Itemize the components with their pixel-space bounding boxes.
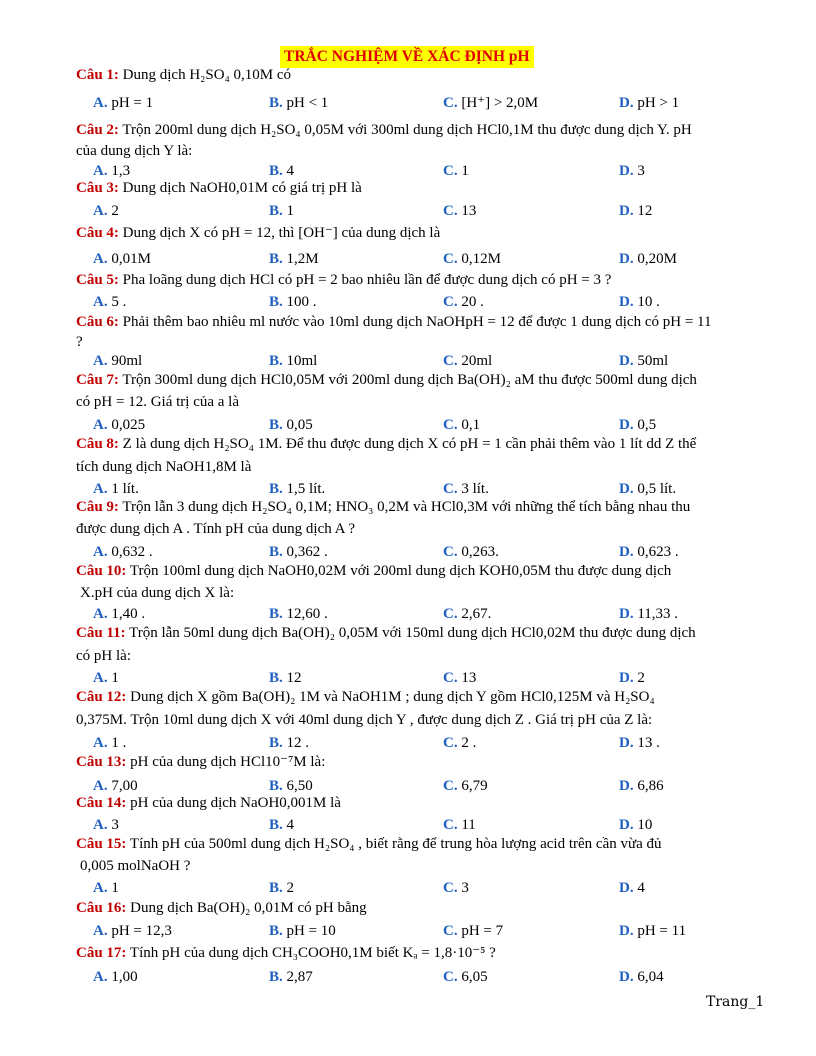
answer-option [93, 480, 139, 499]
option-text: 0,025 [111, 417, 146, 433]
question-text-line [76, 179, 766, 198]
question-text-line [76, 393, 766, 412]
answer-option [269, 879, 294, 898]
option-text: 3 [461, 880, 469, 896]
answer-option [443, 879, 469, 898]
question-text-line [76, 333, 766, 352]
option-text: [H⁺] > 2,0M [461, 95, 539, 111]
option-letter: C. [443, 481, 458, 497]
option-letter: C. [443, 294, 458, 310]
answer-option [619, 352, 668, 371]
question-label: Câu 10: [76, 563, 127, 579]
option-text: pH > 1 [637, 95, 680, 111]
answer-option [93, 416, 145, 435]
option-letter: C. [443, 353, 458, 369]
answer-option [269, 293, 317, 312]
option-letter: A. [93, 294, 108, 310]
answer-option [269, 250, 319, 269]
option-text: 0,20M [637, 251, 677, 267]
answer-option [619, 922, 686, 941]
option-text: 12 . [286, 735, 310, 751]
option-letter: B. [269, 294, 283, 310]
question-text: 0,375M. Trộn 10ml dung dịch X với 40ml dung dịch Y , được dung dịch Z . Giá trị pH của Z là: [76, 712, 653, 728]
option-text: pH = 11 [637, 923, 687, 939]
answer-option [269, 968, 313, 987]
answer-option [269, 416, 313, 435]
option-text: 1,40 . [111, 606, 146, 622]
option-text: 3 [637, 163, 645, 179]
option-text: 1 . [111, 735, 127, 751]
option-text: pH = 7 [461, 923, 504, 939]
question-label: Câu 5: [76, 272, 119, 288]
option-text: 1 lít. [111, 481, 139, 497]
answer-option [269, 669, 302, 688]
question-label: Câu 13: [76, 754, 127, 770]
option-letter: D. [619, 481, 634, 497]
option-letter: A. [93, 969, 108, 985]
question-label: Câu 1: [76, 67, 119, 83]
option-text: 10 . [637, 294, 660, 310]
answer-option [93, 605, 145, 624]
answer-option [619, 879, 645, 898]
option-letter: B. [269, 778, 283, 794]
question-label: Câu 6: [76, 314, 119, 330]
option-text: 90ml [111, 353, 143, 369]
option-letter: B. [269, 203, 283, 219]
option-text: 4 [637, 880, 645, 896]
question-text-line [76, 944, 766, 963]
option-text: 1,2M [286, 251, 319, 267]
option-letter: A. [93, 670, 108, 686]
answer-option [443, 605, 491, 624]
option-letter: D. [619, 294, 634, 310]
answer-option [619, 293, 660, 312]
option-text: 100 . [286, 294, 317, 310]
question-text: có pH = 12. Giá trị của a là [76, 394, 239, 410]
question-text-line [76, 899, 766, 918]
option-letter: C. [443, 606, 458, 622]
option-text: 1,3 [111, 163, 131, 179]
option-text: 12 [637, 203, 653, 219]
option-letter: A. [93, 95, 108, 111]
answer-option [93, 734, 126, 753]
option-letter: D. [619, 95, 634, 111]
answer-option [619, 250, 677, 269]
question-text: Tính pH của 500ml dung dịch H₂SO₄ , biết rằng để trung hòa lượng acid trên cần vừa đủ [129, 836, 662, 852]
option-text: 0,5 lít. [637, 481, 677, 497]
option-text: 1 [461, 163, 469, 179]
option-letter: D. [619, 969, 634, 985]
question-text-line [76, 313, 766, 332]
answer-option [269, 922, 336, 941]
option-letter: A. [93, 817, 108, 833]
option-text: 2,67. [461, 606, 492, 622]
option-text: 10ml [286, 353, 318, 369]
option-text: 0,632 . [111, 544, 153, 560]
question-text-line [76, 371, 766, 390]
answer-option [269, 202, 294, 221]
answer-option [443, 922, 503, 941]
question-text-line [76, 520, 766, 539]
option-letter: C. [443, 817, 458, 833]
option-letter: D. [619, 163, 634, 179]
question-label: Câu 12: [76, 689, 127, 705]
question-text: Dung dịch H₂SO₄ 0,10M có [122, 67, 292, 83]
question-text: Dung dịch X gồm Ba(OH)₂ 1M và NaOH1M ; dung dịch Y gồm HCl0,125M và H₂SO₄ [130, 689, 655, 705]
option-letter: C. [443, 251, 458, 267]
option-text: 3 lít. [461, 481, 489, 497]
question-text: tích dung dịch NaOH1,8M là [76, 459, 252, 475]
answer-option [443, 94, 538, 113]
option-letter: A. [93, 606, 108, 622]
option-letter: D. [619, 880, 634, 896]
question-text-line [76, 753, 766, 772]
option-text: pH < 1 [286, 95, 329, 111]
question-label: Câu 11: [76, 625, 126, 641]
option-text: 0,362 . [286, 544, 328, 560]
page-number: Trang_1 [706, 994, 765, 1010]
question-text: Phải thêm bao nhiêu ml nước vào 10ml dung dịch NaOHpH = 12 để được 1 dung dịch có pH = 11 [122, 314, 712, 330]
answer-option [269, 480, 325, 499]
question-text-line [76, 271, 766, 290]
answer-option [269, 816, 294, 835]
answer-option [619, 816, 652, 835]
question-label: Câu 17: [76, 945, 127, 961]
option-letter: B. [269, 606, 283, 622]
question-label: Câu 2: [76, 122, 119, 138]
option-letter: B. [269, 735, 283, 751]
answer-option [443, 734, 476, 753]
question-text-line [80, 584, 770, 603]
option-text: 1,5 lít. [286, 481, 326, 497]
answer-option [619, 669, 645, 688]
option-letter: B. [269, 417, 283, 433]
option-text: 2 [111, 203, 119, 219]
question-text: của dung dịch Y là: [76, 143, 193, 159]
option-text: 6,86 [637, 778, 664, 794]
option-letter: B. [269, 481, 283, 497]
option-letter: A. [93, 203, 108, 219]
question-text: Trộn lẫn 3 dung dịch H₂SO₄ 0,1M; HNO₃ 0,2M và HCl0,3M với những thể tích bằng nhau thu [122, 499, 691, 515]
option-text: pH = 10 [286, 923, 336, 939]
option-letter: B. [269, 817, 283, 833]
option-text: 0,263. [461, 544, 499, 560]
answer-option [269, 734, 309, 753]
option-text: 12,60 . [286, 606, 328, 622]
option-letter: D. [619, 353, 634, 369]
option-text: 1 [286, 203, 295, 219]
option-text: 6,79 [461, 778, 488, 794]
option-letter: B. [269, 353, 283, 369]
option-text: 13 [461, 670, 477, 686]
option-text: pH = 12,3 [111, 923, 172, 939]
answer-option [443, 352, 492, 371]
question-text-line [80, 857, 770, 876]
question-label: Câu 8: [76, 436, 119, 452]
option-letter: C. [443, 544, 458, 560]
option-text: 0,12M [461, 251, 501, 267]
question-text: Pha loãng dung dịch HCl có pH = 2 bao nhiêu lần để được dung dịch có pH = 3 ? [122, 272, 612, 288]
answer-option [93, 250, 151, 269]
option-letter: C. [443, 203, 458, 219]
answer-option [93, 922, 172, 941]
question-text: Trộn 300ml dung dịch HCl0,05M với 200ml dung dịch Ba(OH)₂ aM thu được 500ml dung dịch [122, 372, 697, 388]
question-text: 0,005 molNaOH ? [80, 858, 191, 874]
question-text: pH của dung dịch NaOH0,001M là [130, 795, 341, 811]
question-label: Câu 3: [76, 180, 119, 196]
question-text: Dung dịch NaOH0,01M có giá trị pH là [122, 180, 362, 196]
option-letter: D. [619, 778, 634, 794]
answer-option [619, 605, 678, 624]
option-letter: C. [443, 670, 458, 686]
question-label: Câu 15: [76, 836, 127, 852]
option-letter: B. [269, 670, 283, 686]
answer-option [269, 543, 328, 562]
option-text: 20ml [461, 353, 493, 369]
question-text-line [76, 458, 766, 477]
answer-option [93, 669, 119, 688]
question-text-line [76, 562, 766, 581]
option-letter: D. [619, 203, 634, 219]
question-text: Dung dịch Ba(OH)₂ 0,01M có pH bằng [130, 900, 367, 916]
question-text-line [76, 498, 766, 517]
answer-option [443, 543, 499, 562]
option-letter: C. [443, 778, 458, 794]
option-letter: A. [93, 923, 108, 939]
option-letter: C. [443, 923, 458, 939]
option-text: 11 [461, 817, 476, 833]
option-letter: A. [93, 735, 108, 751]
option-letter: B. [269, 163, 283, 179]
question-text: Dung dịch X có pH = 12, thì [OH⁻] của dung dịch là [122, 225, 441, 241]
question-text-line [76, 121, 766, 140]
answer-option [443, 480, 489, 499]
option-letter: B. [269, 544, 283, 560]
answer-option [269, 94, 328, 113]
option-text: 7,00 [111, 778, 138, 794]
option-letter: D. [619, 817, 634, 833]
question-label: Câu 7: [76, 372, 119, 388]
question-text-line [76, 142, 766, 161]
option-letter: B. [269, 880, 283, 896]
answer-option [93, 202, 119, 221]
question-text: có pH là: [76, 648, 131, 664]
option-letter: A. [93, 163, 108, 179]
answer-option [619, 416, 656, 435]
answer-option [619, 968, 664, 987]
option-text: 0,01M [111, 251, 151, 267]
option-letter: C. [443, 417, 458, 433]
answer-option [443, 416, 480, 435]
option-letter: A. [93, 251, 108, 267]
option-text: 2 . [461, 735, 477, 751]
question-text-line [76, 647, 766, 666]
question-label: Câu 9: [76, 499, 119, 515]
answer-option [443, 293, 484, 312]
question-text: pH của dung dịch HCl10⁻⁷M là: [130, 754, 326, 770]
option-text: 4 [286, 163, 295, 179]
answer-option [443, 669, 476, 688]
option-letter: B. [269, 923, 283, 939]
option-letter: A. [93, 880, 108, 896]
answer-option [269, 605, 328, 624]
question-text-line [76, 711, 766, 730]
question-text-line [76, 624, 766, 643]
answer-option [619, 202, 652, 221]
question-label: Câu 4: [76, 225, 119, 241]
option-letter: D. [619, 923, 634, 939]
option-text: 1 [111, 880, 119, 896]
question-text: X.pH của dung dịch X là: [80, 585, 235, 601]
option-letter: D. [619, 670, 634, 686]
answer-option [93, 543, 153, 562]
option-letter: B. [269, 969, 283, 985]
question-text-line [76, 66, 766, 85]
option-text: 2,87 [286, 969, 313, 985]
option-text: 50ml [637, 353, 669, 369]
option-text: 5 . [111, 294, 127, 310]
option-letter: C. [443, 163, 458, 179]
answer-option [93, 352, 142, 371]
option-text: 2 [286, 880, 295, 896]
option-text: 4 [286, 817, 295, 833]
question-text-line [76, 224, 766, 243]
question-text: Tính pH của dung dịch CH₃COOH0,1M biết Kₐ = 1,8·10⁻⁵ ? [129, 945, 496, 961]
question-text-line [76, 794, 766, 813]
answer-option [269, 352, 317, 371]
question-text-line [76, 688, 766, 707]
option-text: pH = 1 [111, 95, 154, 111]
option-letter: A. [93, 544, 108, 560]
option-letter: D. [619, 735, 634, 751]
question-text: Trộn 100ml dung dịch NaOH0,02M với 200ml dung dịch KOH0,05M thu được dung dịch [129, 563, 672, 579]
question-text: ? [76, 334, 83, 350]
question-text-line [76, 435, 766, 454]
answer-option [443, 968, 488, 987]
question-text: Z là dung dịch H₂SO₄ 1M. Để thu được dung dịch X có pH = 1 cần phải thêm vào 1 lít dd Z thể [122, 436, 697, 452]
option-letter: D. [619, 606, 634, 622]
option-letter: B. [269, 251, 283, 267]
option-letter: D. [619, 544, 634, 560]
option-text: 1 [111, 670, 119, 686]
option-letter: C. [443, 880, 458, 896]
option-letter: C. [443, 969, 458, 985]
question-label: Câu 14: [76, 795, 127, 811]
question-text-line [76, 835, 766, 854]
page-title: TRẮC NGHIỆM VỀ XÁC ĐỊNH pH [280, 46, 534, 68]
answer-option [443, 250, 501, 269]
option-text: 13 . [637, 735, 660, 751]
option-text: 12 [286, 670, 302, 686]
option-text: 6,04 [637, 969, 664, 985]
question-text: được dung dịch A . Tính pH của dung dịch A ? [76, 521, 356, 537]
option-text: 1,00 [111, 969, 138, 985]
answer-option [619, 734, 660, 753]
option-text: 13 [461, 203, 477, 219]
answer-option [619, 543, 679, 562]
option-letter: A. [93, 353, 108, 369]
answer-option [619, 94, 679, 113]
option-text: 6,05 [461, 969, 488, 985]
answer-option [93, 968, 138, 987]
option-letter: C. [443, 735, 458, 751]
answer-option [619, 480, 676, 499]
option-text: 11,33 . [637, 606, 679, 622]
option-letter: D. [619, 417, 634, 433]
option-text: 0,623 . [637, 544, 679, 560]
option-letter: D. [619, 251, 634, 267]
answer-option [93, 293, 126, 312]
question-label: Câu 16: [76, 900, 127, 916]
option-text: 2 [637, 670, 645, 686]
option-text: 0,1 [461, 417, 481, 433]
answer-option [93, 879, 119, 898]
option-letter: A. [93, 778, 108, 794]
option-letter: C. [443, 95, 458, 111]
option-letter: A. [93, 481, 108, 497]
answer-option [443, 816, 476, 835]
question-text: Trộn 200ml dung dịch H₂SO₄ 0,05M với 300ml dung dịch HCl0,1M thu được dung dịch Y. pH [122, 122, 692, 138]
answer-option [443, 202, 476, 221]
answer-option [93, 94, 153, 113]
option-text: 3 [111, 817, 119, 833]
option-letter: B. [269, 95, 283, 111]
answer-option [93, 816, 119, 835]
option-text: 0,05 [286, 417, 313, 433]
option-text: 0,5 [637, 417, 657, 433]
option-text: 20 . [461, 294, 484, 310]
option-text: 6,50 [286, 778, 313, 794]
option-letter: A. [93, 417, 108, 433]
option-text: 10 [637, 817, 653, 833]
question-text: Trộn lẫn 50ml dung dịch Ba(OH)₂ 0,05M với 150ml dung dịch HCl0,02M thu được dung dịch [129, 625, 696, 641]
